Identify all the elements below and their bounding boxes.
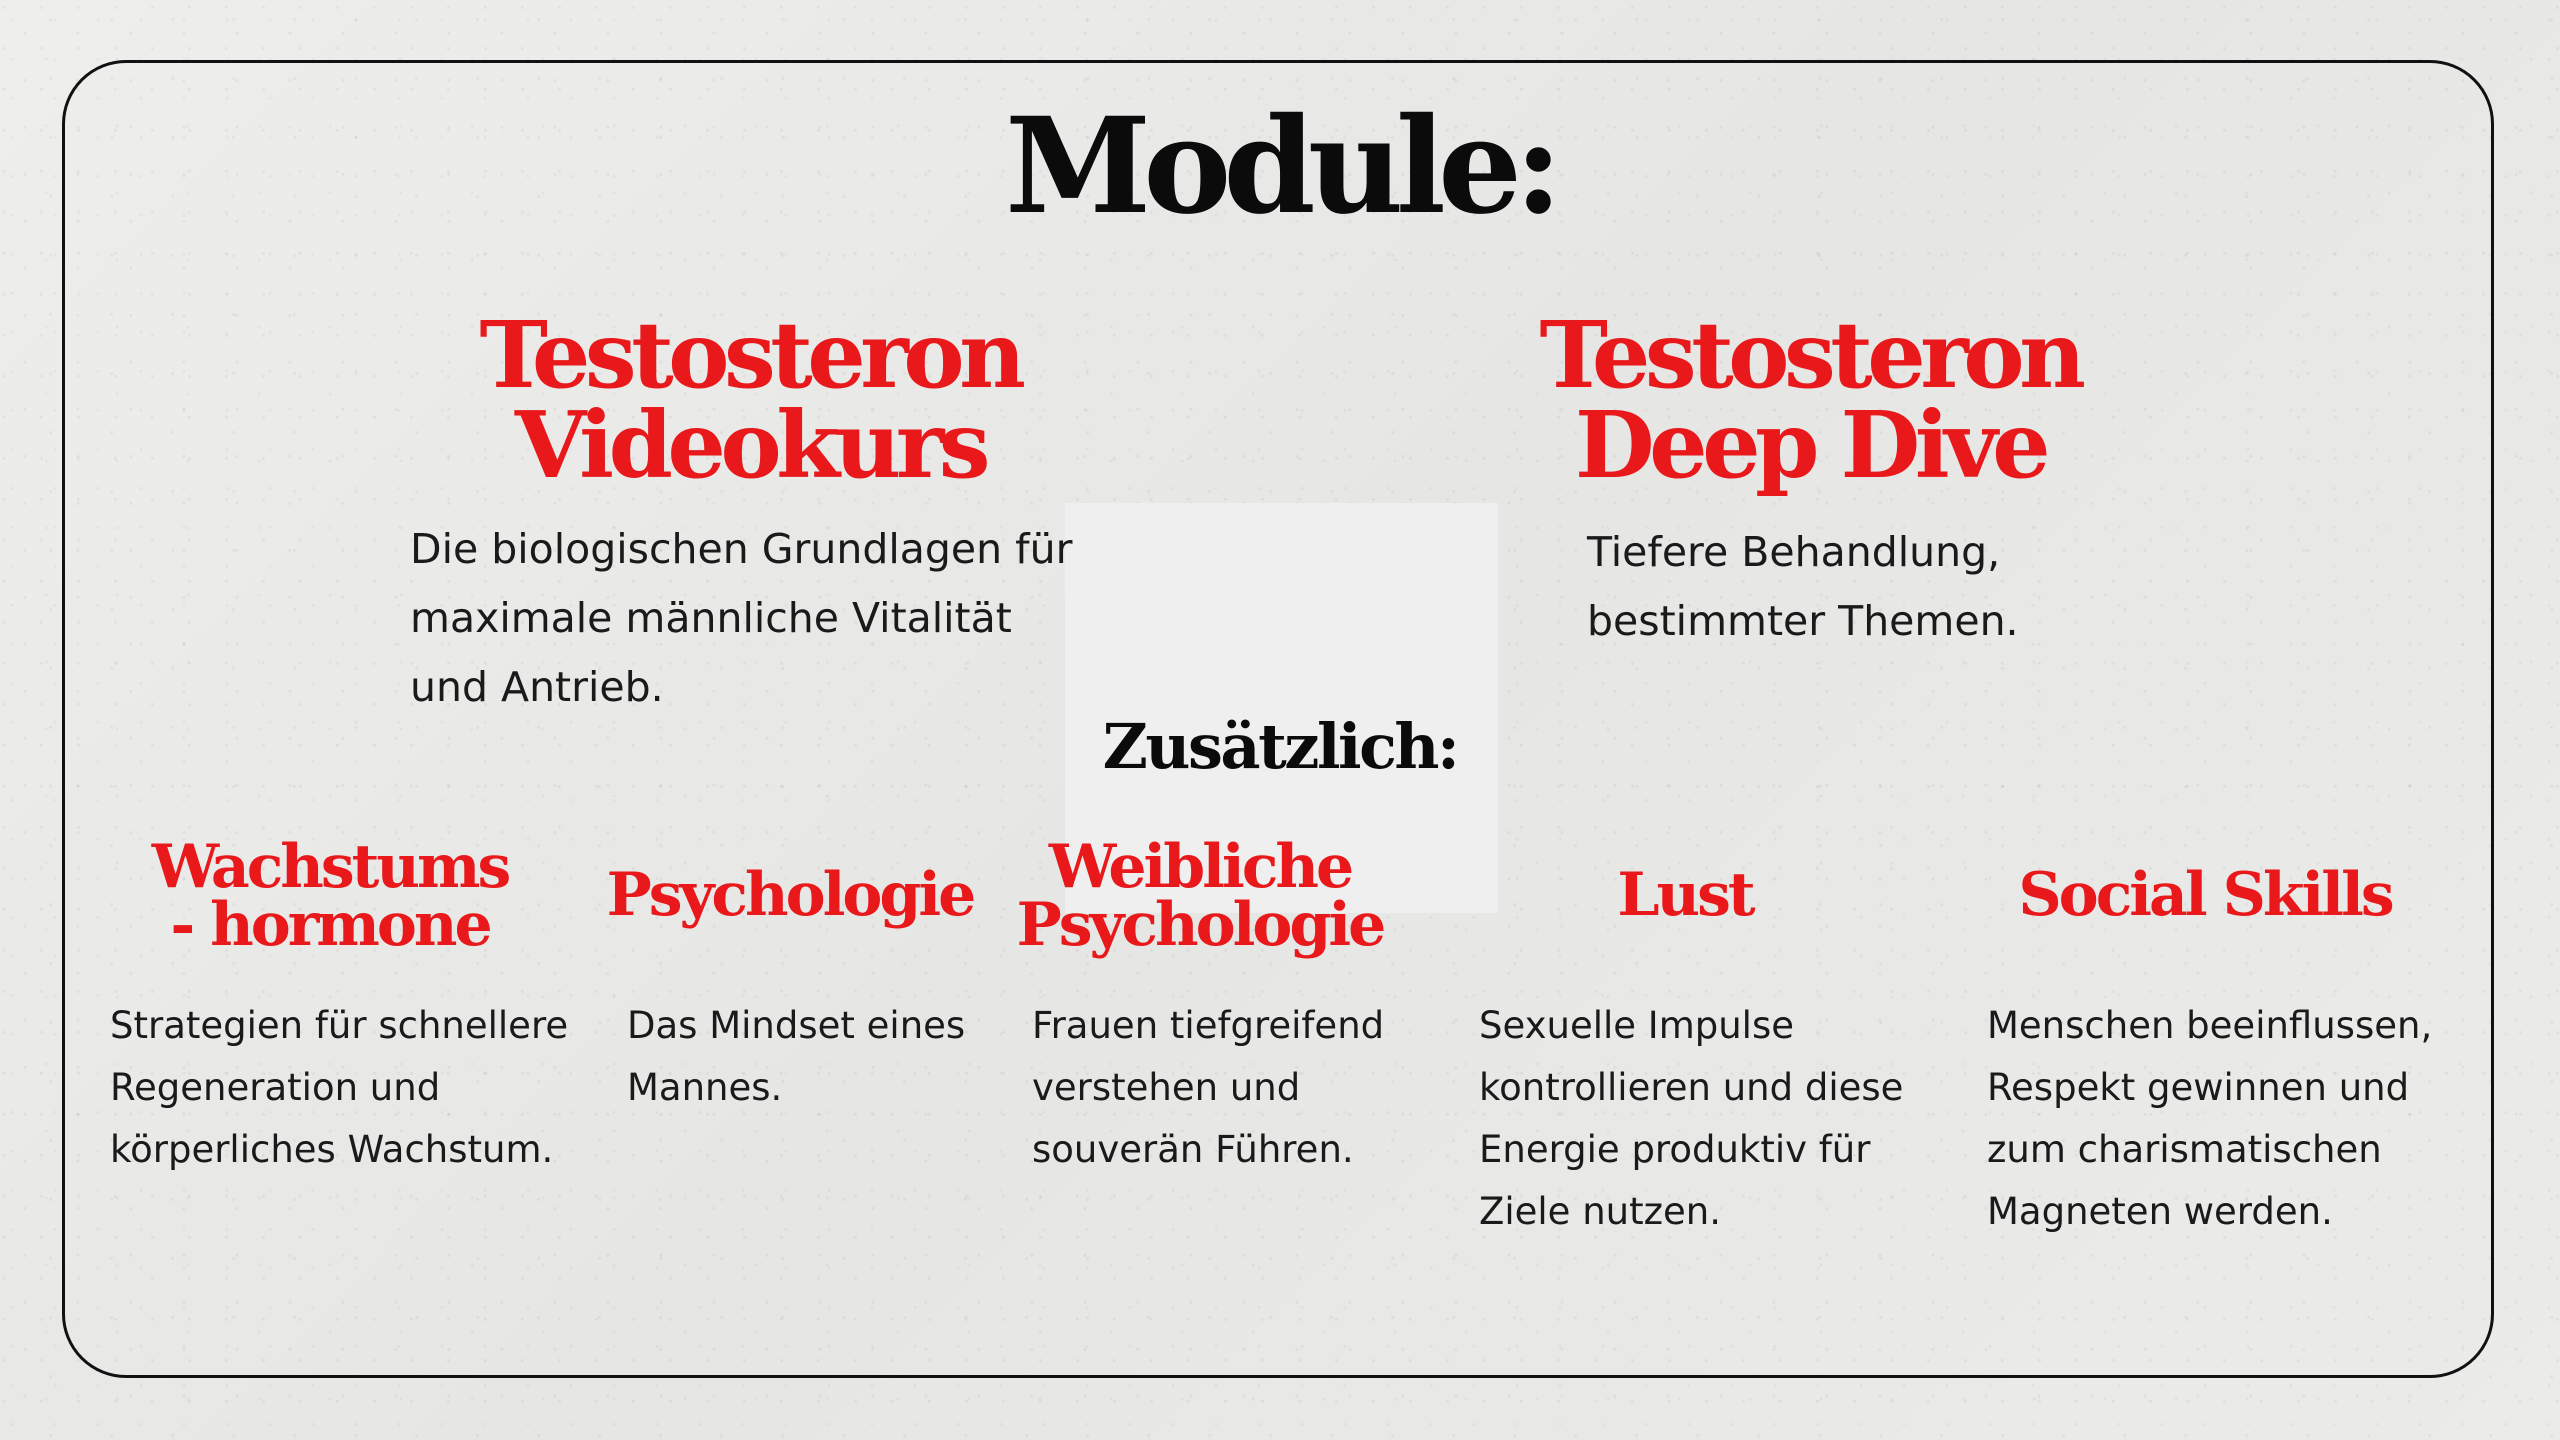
extras-heading: Zusätzlich:: [1102, 710, 1458, 783]
extra-title-lust: Lust: [1617, 860, 1753, 930]
extra-title-psychologie: Psychologie: [606, 860, 974, 930]
extra-title-wachstumshormone: Wachstums - hormone: [151, 832, 509, 960]
module-description-deep-dive: Tiefere Behandlung, bestimmter Themen.: [1587, 528, 2019, 645]
extra-description-lust: Sexuelle Impulse kontrollieren und diese Energie produktiv für Ziele nutzen.: [1479, 1004, 1904, 1233]
module-description-videokurs: Die biologischen Grundlagen für maximale männliche Vitalität und Antrieb.: [410, 525, 1073, 711]
extra-title-social-skills: Social Skills: [2018, 860, 2392, 930]
extra-description-social-skills: Menschen beeinflussen, Respekt gewinnen und zum charismatischen Magneten werden.: [1987, 1004, 2433, 1233]
module-title-videokurs: Testosteron Videokurs: [479, 301, 1021, 499]
module-title-deep-dive: Testosteron Deep Dive: [1539, 301, 2081, 499]
extra-title-weibliche-psychologie: Weibliche Psychologie: [1016, 832, 1384, 960]
extra-description-psychologie: Das Mindset eines Mannes.: [627, 1004, 966, 1109]
extra-description-weibliche-psychologie: Frauen tiefgreifend verstehen und souverän Führen.: [1032, 1004, 1385, 1171]
page-title: Module:: [1005, 89, 1555, 244]
extra-description-wachstumshormone: Strategien für schnellere Regeneration und körperliches Wachstum.: [110, 1004, 569, 1171]
